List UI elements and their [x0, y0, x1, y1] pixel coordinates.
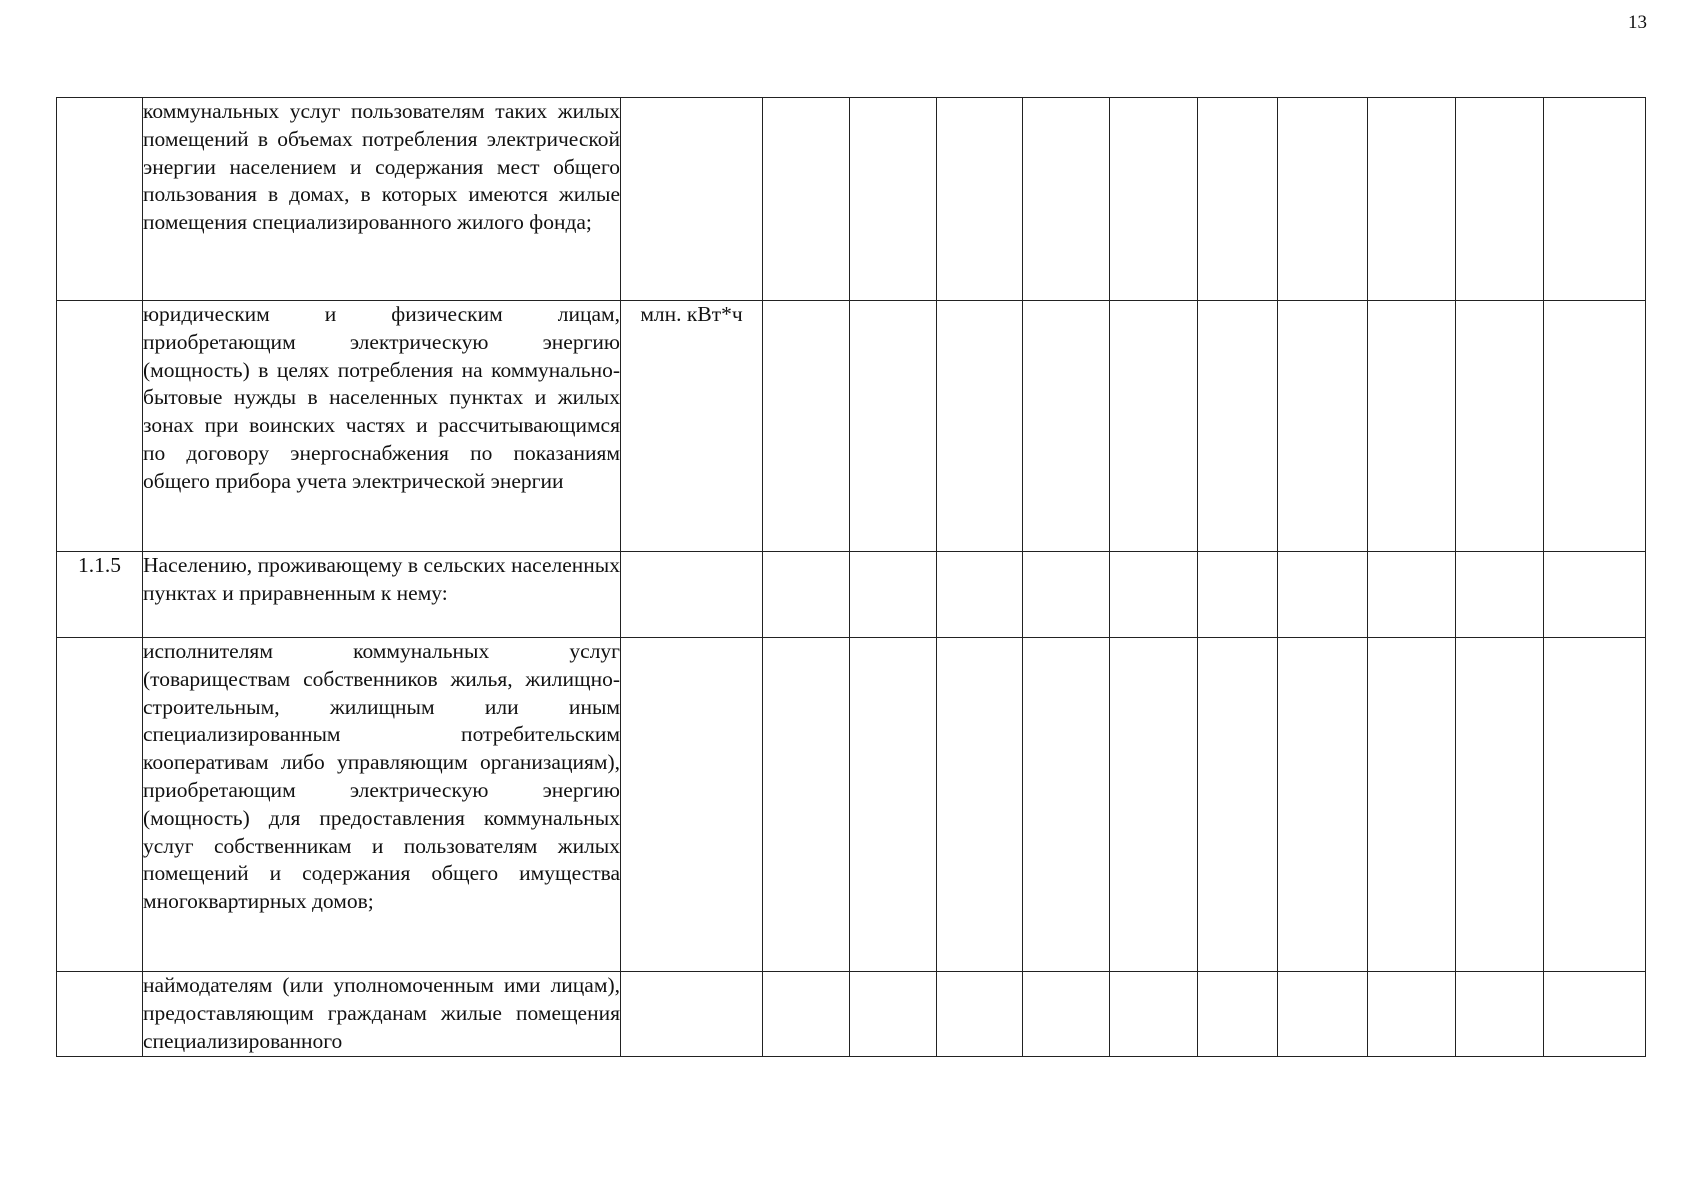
value-cell — [850, 972, 937, 1057]
row-description-cell — [143, 301, 621, 552]
row-number-cell — [57, 301, 143, 552]
value-cell — [1368, 638, 1456, 972]
value-cell — [763, 552, 850, 638]
row-description-cell — [143, 552, 621, 638]
page-number: 13 — [1628, 12, 1647, 33]
row-unit-cell — [621, 972, 763, 1057]
value-cell — [1198, 552, 1278, 638]
tariff-table — [56, 97, 1646, 1057]
row-number-cell — [57, 638, 143, 972]
value-cell — [1456, 972, 1544, 1057]
value-cell — [1368, 301, 1456, 552]
value-cell — [1368, 552, 1456, 638]
row-description-cell — [143, 98, 621, 301]
row-description: юридическим и физическим лицам, приобретающим электрическую энергию (мощность) в целях потребления на коммунально-бытовые нужды в населенных пунктах и жилых зонах при воинских частях и рассчитывающимся по договору энергоснабжения по показаниям общего прибора учета электрической энергии — [143, 302, 620, 493]
row-number-cell — [57, 98, 143, 301]
value-cell — [1023, 552, 1110, 638]
table-row — [57, 638, 1646, 972]
value-cell — [850, 98, 937, 301]
value-cell — [1278, 638, 1368, 972]
value-cell — [850, 552, 937, 638]
value-cell — [1110, 972, 1198, 1057]
value-cell — [1456, 98, 1544, 301]
value-cell — [1278, 98, 1368, 301]
value-cell — [1544, 98, 1646, 301]
row-unit-cell — [621, 98, 763, 301]
row-unit-cell: млн. кВт*ч — [621, 301, 763, 552]
value-cell — [937, 301, 1023, 552]
value-cell — [1544, 972, 1646, 1057]
value-cell — [850, 638, 937, 972]
table-row — [57, 972, 1646, 1057]
value-cell — [1198, 301, 1278, 552]
value-cell — [1278, 301, 1368, 552]
value-cell — [1456, 638, 1544, 972]
value-cell — [1110, 301, 1198, 552]
value-cell — [1198, 98, 1278, 301]
value-cell — [1368, 98, 1456, 301]
row-description-cell — [143, 972, 621, 1057]
value-cell — [1110, 552, 1198, 638]
value-cell — [1278, 552, 1368, 638]
value-cell — [1110, 98, 1198, 301]
value-cell — [763, 972, 850, 1057]
value-cell — [1544, 301, 1646, 552]
row-number-cell — [57, 972, 143, 1057]
value-cell — [1198, 972, 1278, 1057]
row-unit-cell — [621, 638, 763, 972]
value-cell — [1023, 98, 1110, 301]
value-cell — [763, 98, 850, 301]
value-cell — [1544, 552, 1646, 638]
row-description: наймодателям (или уполномоченным ими лицам), предоставляющим гражданам жилые помещения специализированного — [143, 973, 620, 1053]
value-cell — [1544, 638, 1646, 972]
value-cell — [763, 638, 850, 972]
row-description-cell — [143, 638, 621, 972]
value-cell — [1110, 638, 1198, 972]
table-row — [57, 301, 1646, 552]
value-cell — [1456, 301, 1544, 552]
row-unit-cell — [621, 552, 763, 638]
value-cell — [1023, 301, 1110, 552]
value-cell — [1198, 638, 1278, 972]
value-cell — [1278, 972, 1368, 1057]
value-cell — [1023, 972, 1110, 1057]
row-number-cell: 1.1.5 — [57, 552, 143, 638]
value-cell — [1456, 552, 1544, 638]
row-description: Населению, проживающему в сельских населенных пунктах и приравненным к нему: — [143, 553, 620, 605]
value-cell — [763, 301, 850, 552]
table-row — [57, 98, 1646, 301]
row-description: исполнителям коммунальных услуг (товариществам собственников жилья, жилищно-строительным, жилищным или иным специализированным потребительским кооперативам либо управляющим организациям), приобретающим электрическую энергию (мощность) для предоставления коммунальных услуг собственникам и пользователям жилых помещений и содержания общего имущества многоквартирных домов; — [143, 639, 620, 914]
value-cell — [850, 301, 937, 552]
row-description: коммунальных услуг пользователям таких жилых помещений в объемах потребления электрической энергии населением и содержания мест общего пользования в домах, в которых имеются жилые помещения специализированного жилого фонда; — [143, 99, 620, 235]
value-cell — [937, 98, 1023, 301]
value-cell — [1023, 638, 1110, 972]
value-cell — [937, 638, 1023, 972]
value-cell — [1368, 972, 1456, 1057]
value-cell — [937, 972, 1023, 1057]
table-row — [57, 552, 1646, 638]
value-cell — [937, 552, 1023, 638]
